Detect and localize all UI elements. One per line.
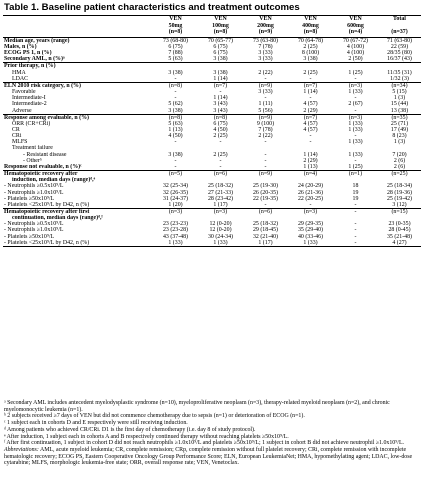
table-cell: 1 (14) <box>213 95 228 102</box>
row-label: CRi <box>12 133 22 140</box>
table-cell: (n=8) <box>153 82 198 89</box>
table-cell: 1 (17) <box>213 201 228 208</box>
table-cell: - <box>219 157 222 164</box>
table-cell: 5 (62) <box>168 101 183 108</box>
table-cell: 3 (33) <box>258 89 273 96</box>
table-row <box>3 63 421 70</box>
row-label: - Platelets <25x10⁹/L by D42, n (%) <box>3 240 153 247</box>
table-row <box>3 108 421 115</box>
table-cell: 1 (25) <box>348 163 363 170</box>
header-blank <box>3 16 153 38</box>
table-cell: 24 (20-29) <box>297 183 324 190</box>
table-cell: 2 (25) <box>303 69 318 76</box>
table-cell: 1 (14) <box>303 151 318 158</box>
table-cell: 5 (63) <box>168 120 183 127</box>
table-cell: - <box>333 209 378 216</box>
table-cell: 25 (19-30) <box>252 183 279 190</box>
table-cell: 19 <box>352 189 359 196</box>
row-label: - Neutrophils ≥1.0x10⁹/L <box>4 189 64 196</box>
table-cell: 22 (20-25) <box>297 195 324 202</box>
table-cell: - <box>309 201 312 208</box>
table-cell: 29 (18-45) <box>252 227 279 234</box>
table-cell: 3 (43) <box>213 101 228 108</box>
table-cell: 1 (14) <box>213 75 228 82</box>
table-cell <box>333 63 378 70</box>
table-cell: - <box>309 95 312 102</box>
table-cell: 2 (25) <box>213 133 228 140</box>
table-row <box>3 76 421 83</box>
table-cell: (n=35) <box>378 114 421 121</box>
table-cell: (n=34) <box>378 82 421 89</box>
row-label: CR <box>12 126 20 133</box>
table-cell: 2 (22) <box>258 133 273 140</box>
table-cell: (n=6) <box>243 209 288 216</box>
table-cell: 3 (38) <box>303 56 318 63</box>
table-body <box>3 37 421 246</box>
table-cell: 5 (63) <box>168 56 183 63</box>
table-cell: 3 (33) <box>258 50 273 57</box>
table-cell: (n=6) <box>198 171 243 178</box>
table-cell: - <box>174 95 177 102</box>
table-cell: 1 (13) <box>303 163 318 170</box>
table-cell: 25 (71) <box>390 120 409 127</box>
table-cell: - <box>264 95 267 102</box>
table-cell: 73 (68-80) <box>162 37 189 44</box>
table-row <box>3 56 421 63</box>
table-cell: 1 (33) <box>348 126 363 133</box>
row-label: - Neutrophils ≥0.5x10⁹/L <box>4 183 64 190</box>
table-cell: 32 (25-34) <box>162 183 189 190</box>
table-cell: 4 (27) <box>378 240 421 247</box>
row-label: - Platelets ≥50x10⁹/L <box>4 195 55 202</box>
table-cell: 29 (29-35) <box>297 221 324 228</box>
row-label: Intermediate-I <box>12 95 46 102</box>
table-cell: (n=7) <box>288 82 333 89</box>
table-cell: (n=9) <box>243 114 288 121</box>
footnote: ᵈ Among patients who achieved CR/CRi. D1 is the first day of chemotherapy (i.e. day 8 of study protocol). <box>4 426 256 433</box>
table-cell: 13 (38) <box>390 107 409 114</box>
footnote: ᶠ After first continuation, 1 subject in cohort D did not reach neutrophils ≥1.0x10⁹/L and platelets ≥50x10⁹/L; 1 subject in cohort B did not achieve neutrophil ≥1.0x10⁹/L. <box>4 440 405 447</box>
table-cell: 1/32 (3) <box>390 75 409 82</box>
table-cell: 4 (57) <box>303 126 318 133</box>
row-label: Intermediate-2 <box>12 101 47 108</box>
table-cell: - <box>264 157 267 164</box>
table-cell: 25 (18-32) <box>207 183 234 190</box>
table-cell: (n=9) <box>243 82 288 89</box>
table-cell: 73 (63-80) <box>252 37 279 44</box>
table-cell: 3 (38) <box>213 69 228 76</box>
table-cell: 7 (78) <box>258 43 273 50</box>
row-label: Response among evaluable, n (%) <box>3 114 153 121</box>
table-cell: - <box>264 75 267 82</box>
table-cell: 2 (67) <box>348 101 363 108</box>
table-cell: 27 (21-33) <box>207 189 234 196</box>
table-cell: 70 (67-72) <box>342 37 369 44</box>
row-label: continuation, median days (range)ᵈ,ᶠ <box>12 215 103 222</box>
table-cell: 70 (64-78) <box>297 37 324 44</box>
table-cell: 3 (38) <box>168 69 183 76</box>
table-cell: 28 (23-42) <box>207 195 234 202</box>
table-cell: 6 (75) <box>213 50 228 57</box>
table-cell: - <box>174 75 177 82</box>
table-cell: - <box>354 75 357 82</box>
table-cell: 1 (11) <box>258 101 273 108</box>
table-cell: 4 (50) <box>213 126 228 133</box>
table-cell: - <box>219 89 222 96</box>
table-cell: 7 (78) <box>258 126 273 133</box>
table-cell: 1 (25) <box>348 69 363 76</box>
table-cell: 1 (33) <box>348 139 363 146</box>
table-cell: 28 (0-45) <box>388 227 411 234</box>
table-cell: 26 (20-35) <box>252 189 279 196</box>
table-cell: - <box>354 227 357 234</box>
table-cell: 71 (63-80) <box>386 37 413 44</box>
table-cell: 3 (38) <box>168 151 183 158</box>
table-cell: - <box>354 107 357 114</box>
table-cell: (n=8) <box>153 114 198 121</box>
table-cell: 1 (20) <box>168 201 183 208</box>
table-cell: 25 (18-34) <box>386 183 413 190</box>
row-label: HMA <box>12 69 26 76</box>
table-cell: - <box>354 221 357 228</box>
table-cell: 26 (21-36) <box>297 189 324 196</box>
table-cell: (n=7) <box>198 82 243 89</box>
table-cell: - <box>264 139 267 146</box>
col-header: VEN 50mg (n=8) <box>153 16 198 38</box>
col-header: VEN 600mg (n=4) <box>333 16 378 38</box>
characteristics-table <box>3 15 421 247</box>
table-cell: (n=1) <box>333 171 378 178</box>
table-cell: - <box>174 89 177 96</box>
table-cell: - <box>333 240 378 247</box>
table-cell: - <box>309 139 312 146</box>
row-label: Hematopoietic recovery after first <box>3 209 153 216</box>
table-cell: (n=3) <box>153 209 198 216</box>
table-cell: 28/35 (80) <box>387 50 412 57</box>
table-cell: 19 <box>352 195 359 202</box>
table-row <box>3 164 421 171</box>
table-cell: 25 (18-32) <box>252 221 279 228</box>
table-cell: 28 (19-36) <box>386 189 413 196</box>
table-cell: 3 (33) <box>258 56 273 63</box>
row-label: - Otherᵇ <box>23 157 42 164</box>
row-label: Prior therapy, n (%) <box>3 63 153 70</box>
table-cell: - <box>354 133 357 140</box>
table-cell: 1 (33) <box>288 240 333 247</box>
row-label: Favorable <box>12 89 36 96</box>
row-label: ECOG PS 1, n (%) <box>4 50 52 57</box>
table-cell: - <box>354 95 357 102</box>
table-cell: 8 (100) <box>301 50 320 57</box>
table-cell: 1 (13) <box>168 126 183 133</box>
table-cell: (n=4) <box>288 171 333 178</box>
table-cell: 6 (75) <box>213 43 228 50</box>
table-cell: 4 (100) <box>346 43 365 50</box>
header-row <box>3 16 421 38</box>
table-cell: 17 (49) <box>390 126 409 133</box>
table-cell <box>198 63 243 70</box>
row-label: Males, n (%) <box>4 43 37 50</box>
table-cell: 32 (21-40) <box>252 233 279 240</box>
footnote: ᵃ Secondary AML includes antecedent myelodysplastic syndrome (n=10), myeloproliferative neoplasm (n=3), therapy-related myeloid neoplasm (n=2), and chronic myelomonocytic leukemia (n=1). <box>4 400 390 413</box>
table-cell: 23 (23-23) <box>162 221 189 228</box>
table-cell: 25 (19-42) <box>386 195 413 202</box>
table-cell: 23 (0-35) <box>388 221 411 228</box>
table-row <box>3 37 421 44</box>
row-label: - Neutrophils ≥1.0x10⁹/L <box>4 227 64 234</box>
table-cell: - <box>174 157 177 164</box>
table-cell: 1 (33) <box>198 240 243 247</box>
table-cell: 5 (56) <box>258 107 273 114</box>
table-cell: 18 <box>352 183 359 190</box>
table-cell: 2 (25) <box>303 43 318 50</box>
table-cell: - <box>174 163 177 170</box>
table-cell <box>378 63 421 70</box>
row-label: Treatment failure <box>12 145 53 152</box>
table-cell: 6 (75) <box>213 120 228 127</box>
table-row <box>3 114 421 121</box>
table-cell: - <box>264 163 267 170</box>
table-cell: - <box>264 201 267 208</box>
table-cell: 12 (0-20) <box>209 221 232 228</box>
table-cell: 4 (100) <box>346 50 365 57</box>
table-cell <box>288 63 333 70</box>
row-label: MLFS <box>12 139 28 146</box>
table-cell: 1 (17) <box>243 240 288 247</box>
table-cell: (n=25) <box>378 171 421 178</box>
table-cell: - <box>174 139 177 146</box>
table-cell: 35 (29-40) <box>297 227 324 234</box>
table-cell: - <box>354 201 357 208</box>
abbreviations <box>4 447 420 467</box>
table-cell: - <box>309 75 312 82</box>
table-cell: 40 (33-46) <box>297 233 324 240</box>
table-cell: (n=5) <box>153 171 198 178</box>
row-label: Response not evaluable, n (%)ᶜ <box>4 163 82 170</box>
row-label: - Resistant disease <box>23 151 67 158</box>
table-cell: 2 (29) <box>303 107 318 114</box>
table-cell: 9 (100) <box>256 120 275 127</box>
table-cell: 5 (15) <box>392 89 407 96</box>
table-cell: 16/37 (43) <box>387 56 412 63</box>
table-cell: - <box>354 233 357 240</box>
table-cell: 31 (24-37) <box>162 195 189 202</box>
row-label: - Platelets <25x10⁹/L by D42, n (%) <box>4 201 90 208</box>
row-label: LDAC <box>12 75 29 82</box>
table-title: Table 1. Baseline patient characteristics and treatment outcomes <box>4 2 300 13</box>
table-cell: 8 (23) <box>392 133 407 140</box>
row-label: Hematopoietic recovery after <box>3 171 153 178</box>
table-row <box>3 209 421 216</box>
col-header: VEN 200mg (n=9) <box>243 16 288 38</box>
table-cell: 3 (38) <box>168 107 183 114</box>
table-cell: 70 (65-77) <box>207 37 234 44</box>
table-cell: (n=3) <box>198 209 243 216</box>
table-cell: 7 (20) <box>392 151 407 158</box>
table-cell: 32 (26-35) <box>162 189 189 196</box>
table-cell: 11/35 (31) <box>387 69 412 76</box>
table-row <box>3 171 421 178</box>
footnote: ᵉ After induction, 1 subject each in cohorts A and B respectively continued therapy without reaching platelets ≥50x10⁹/L. <box>4 433 289 440</box>
table-cell: 15 (44) <box>390 101 409 108</box>
row-label: Adverse <box>12 107 32 114</box>
table-cell <box>243 63 288 70</box>
footnotes <box>4 400 420 467</box>
row-label: induction, median days (range)ᵈ,ᵉ <box>12 177 96 184</box>
table-cell: 6 (75) <box>168 43 183 50</box>
col-header: VEN 400mg (n=8) <box>288 16 333 38</box>
table-cell: 3 (43) <box>213 107 228 114</box>
table-cell: 1 (33) <box>348 89 363 96</box>
table-cell: (n=7) <box>288 114 333 121</box>
table-cell: 30 (24-34) <box>207 233 234 240</box>
table-cell: 1 (3) <box>393 95 406 102</box>
table-cell: 2 (29) <box>303 157 318 164</box>
col-header: Total (n=37) <box>378 16 421 38</box>
row-label: - Neutrophils ≥0.5x10⁹/L <box>4 221 64 228</box>
table-cell: 2 (22) <box>258 69 273 76</box>
table-cell: 35 (21-48) <box>386 233 413 240</box>
row-label: Secondary AML, n (%)ᵃ <box>4 56 65 63</box>
table-cell: (n=3) <box>333 114 378 121</box>
table-cell <box>153 63 198 70</box>
row-label: - Platelets ≥50x10⁹/L <box>4 233 55 240</box>
table-cell: (n=8) <box>198 114 243 121</box>
col-header: VEN 100mg (n=8) <box>198 16 243 38</box>
footnote: ᵇ 2 subjects received ≥7 days of VEN but did not commence chemotherapy due to sepsis (n=1) or deterioration of ECOG (n=1). <box>4 413 305 420</box>
table-cell: - <box>264 151 267 158</box>
table-cell: 23 (23-28) <box>162 227 189 234</box>
table-cell: 22 (19-35) <box>252 195 279 202</box>
table-cell: 4 (50) <box>168 133 183 140</box>
table-cell: 3 (38) <box>213 56 228 63</box>
table-cell: 1 (33) <box>348 151 363 158</box>
footnote: ᶜ 1 subject each in cohorts D and E respectively were still receiving induction. <box>4 420 188 427</box>
table-cell: 2 (50) <box>348 56 363 63</box>
table-cell: 7 (88) <box>168 50 183 57</box>
row-label: ORR (CR+CRi) <box>12 120 51 127</box>
table-cell: - <box>354 157 357 164</box>
row-label: ELN 2010 risk category, n (%) <box>3 82 153 89</box>
table-cell: (n=3) <box>333 82 378 89</box>
table-cell: (n=3) <box>288 209 333 216</box>
table-cell: 4 (57) <box>303 101 318 108</box>
row-label: Median age, years (range) <box>4 37 70 44</box>
table-cell: 2 (6) <box>393 163 406 170</box>
table-cell: 1 (14) <box>303 89 318 96</box>
table-cell: (n=9) <box>243 171 288 178</box>
table-row <box>3 82 421 89</box>
table-cell: 22 (59) <box>390 43 409 50</box>
table-cell: 2 (25) <box>213 151 228 158</box>
table-row <box>3 202 421 209</box>
table-cell: - <box>309 133 312 140</box>
table-cell: 43 (37-48) <box>162 233 189 240</box>
table-cell: - <box>219 163 222 170</box>
abbreviations-text: AML, acute myeloid leukemia; CR, complete remission; CRp, complete remission without full platelet recovery; CRi, complete remission with incomplete hematologic recovery; ECOG PS, Eastern Cooperative Oncology Group Performance Score; ELN, European LeukemiaNet; HMA, hypomethylating agent; LDAC, low-dose cytarabine; MLFS, morphologic leukemia-free state; ORR, overall response rate; VEN, Venetoclax. <box>4 446 413 467</box>
table-cell: 1 (3) <box>393 139 406 146</box>
table-cell: 1 (33) <box>153 240 198 247</box>
table-row <box>3 240 421 247</box>
table-cell: (n=15) <box>378 209 421 216</box>
table-cell: 2 (6) <box>393 157 406 164</box>
table-cell: 12 (0-20) <box>209 227 232 234</box>
table-cell: 4 (57) <box>303 120 318 127</box>
table-cell: 3 (12) <box>392 201 407 208</box>
table-cell: - <box>219 139 222 146</box>
abbreviations-label: Abbreviations: <box>4 446 39 453</box>
table-cell: 1 (33) <box>348 120 363 127</box>
